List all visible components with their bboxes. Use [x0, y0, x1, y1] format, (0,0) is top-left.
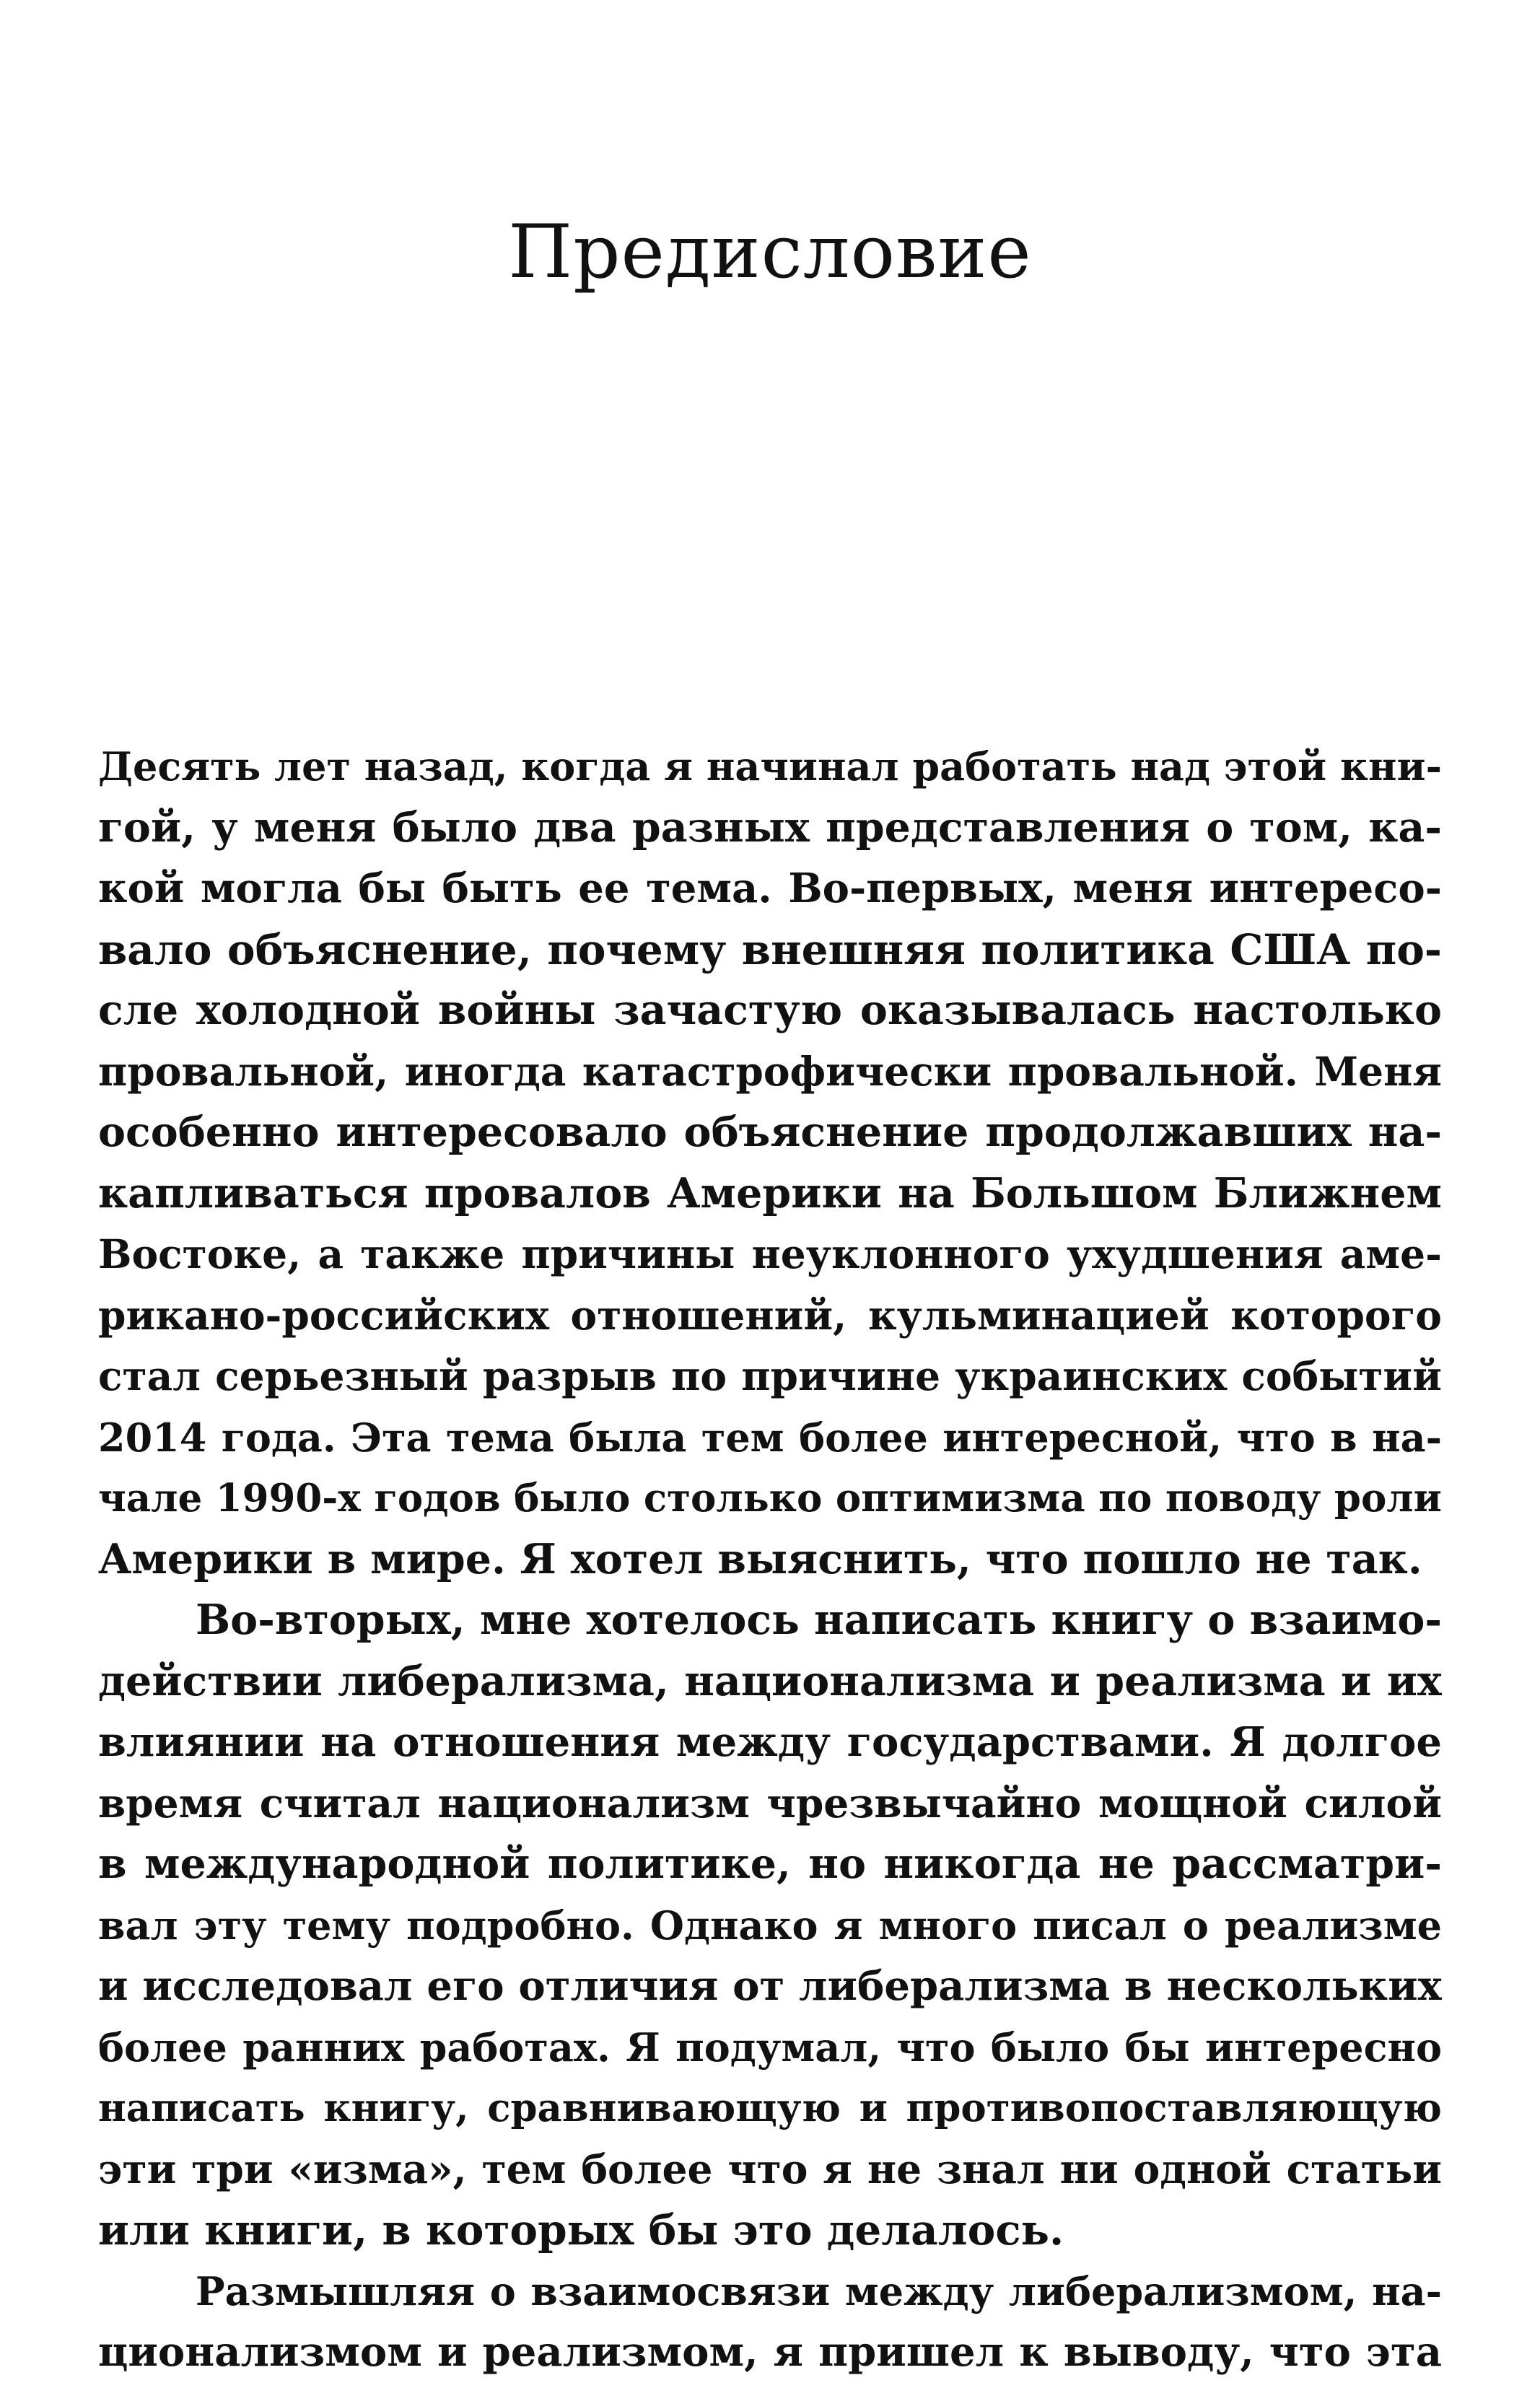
text-line: гой, у меня было два разных представления о том, ка-: [98, 803, 1442, 852]
text-line: действии либерализма, национализма и реализма и их: [98, 1656, 1442, 1705]
text-line: время считал национализм чрезвычайно мощной силой: [98, 1779, 1442, 1827]
text-line: вал эту тему подробно. Однако я много писал о реализме: [98, 1902, 1442, 1949]
text-line: особенно интересовало объяснение продолжавших на-: [98, 1108, 1442, 1156]
text-line: вало объяснение, почему внешняя политика США по-: [98, 924, 1442, 974]
page-title: Предисловие: [508, 209, 1032, 295]
text-line: в международной политике, но никогда не рассматри-: [98, 1840, 1442, 1888]
text-line: ционализмом и реализмом, я пришел к выводу, что эта: [98, 2328, 1442, 2376]
text-line: рикано-российских отношений, кульминацией которого: [98, 1291, 1442, 1339]
text-line: влиянии на отношения между государствами. Я долгое: [98, 1718, 1442, 1766]
text-line: Во-вторых, мне хотелось написать книгу о взаимо-: [196, 1596, 1442, 1644]
text-line: кой могла бы быть ее тема. Во-первых, меня интересо-: [98, 865, 1442, 912]
text-line: провальной, иногда катастрофически провальной. Меня: [98, 1047, 1442, 1095]
text-line: Востоке, а также причины неуклонного ухудшения аме-: [98, 1230, 1442, 1277]
text-line: Десять лет назад, когда я начинал работать над этой кни-: [98, 743, 1442, 790]
text-line: сле холодной войны зачастую оказывалась настолько: [98, 986, 1442, 1034]
text-line: написать книгу, сравнивающую и противопоставляющую: [98, 2086, 1442, 2130]
text-line: и исследовал его отличия от либерализма в нескольких: [98, 1962, 1442, 2010]
text-line: капливаться провалов Америки на Большом Ближнем: [98, 1168, 1442, 1217]
text-line: более ранних работах. Я подумал, что было бы интересно: [98, 2024, 1442, 2071]
text-line: эти три «изма», тем более что я не знал ни одной статьи: [98, 2145, 1442, 2192]
text-line: или книги, в которых бы это делалось.: [98, 2205, 1064, 2255]
text-line: Размышляя о взаимосвязи между либерализмом, на-: [196, 2268, 1442, 2314]
text-line: чале 1990-х годов было столько оптимизма по поводу роли: [98, 1476, 1442, 1521]
text-line: стал серьезный разрыв по причине украинских событий: [98, 1352, 1442, 1399]
text-line: Америки в мире. Я хотел выяснить, что пошло не так.: [98, 1534, 1422, 1583]
text-line: 2014 года. Эта тема была тем более интересной, что в на-: [98, 1414, 1442, 1461]
body-text: [98, 736, 1442, 2383]
